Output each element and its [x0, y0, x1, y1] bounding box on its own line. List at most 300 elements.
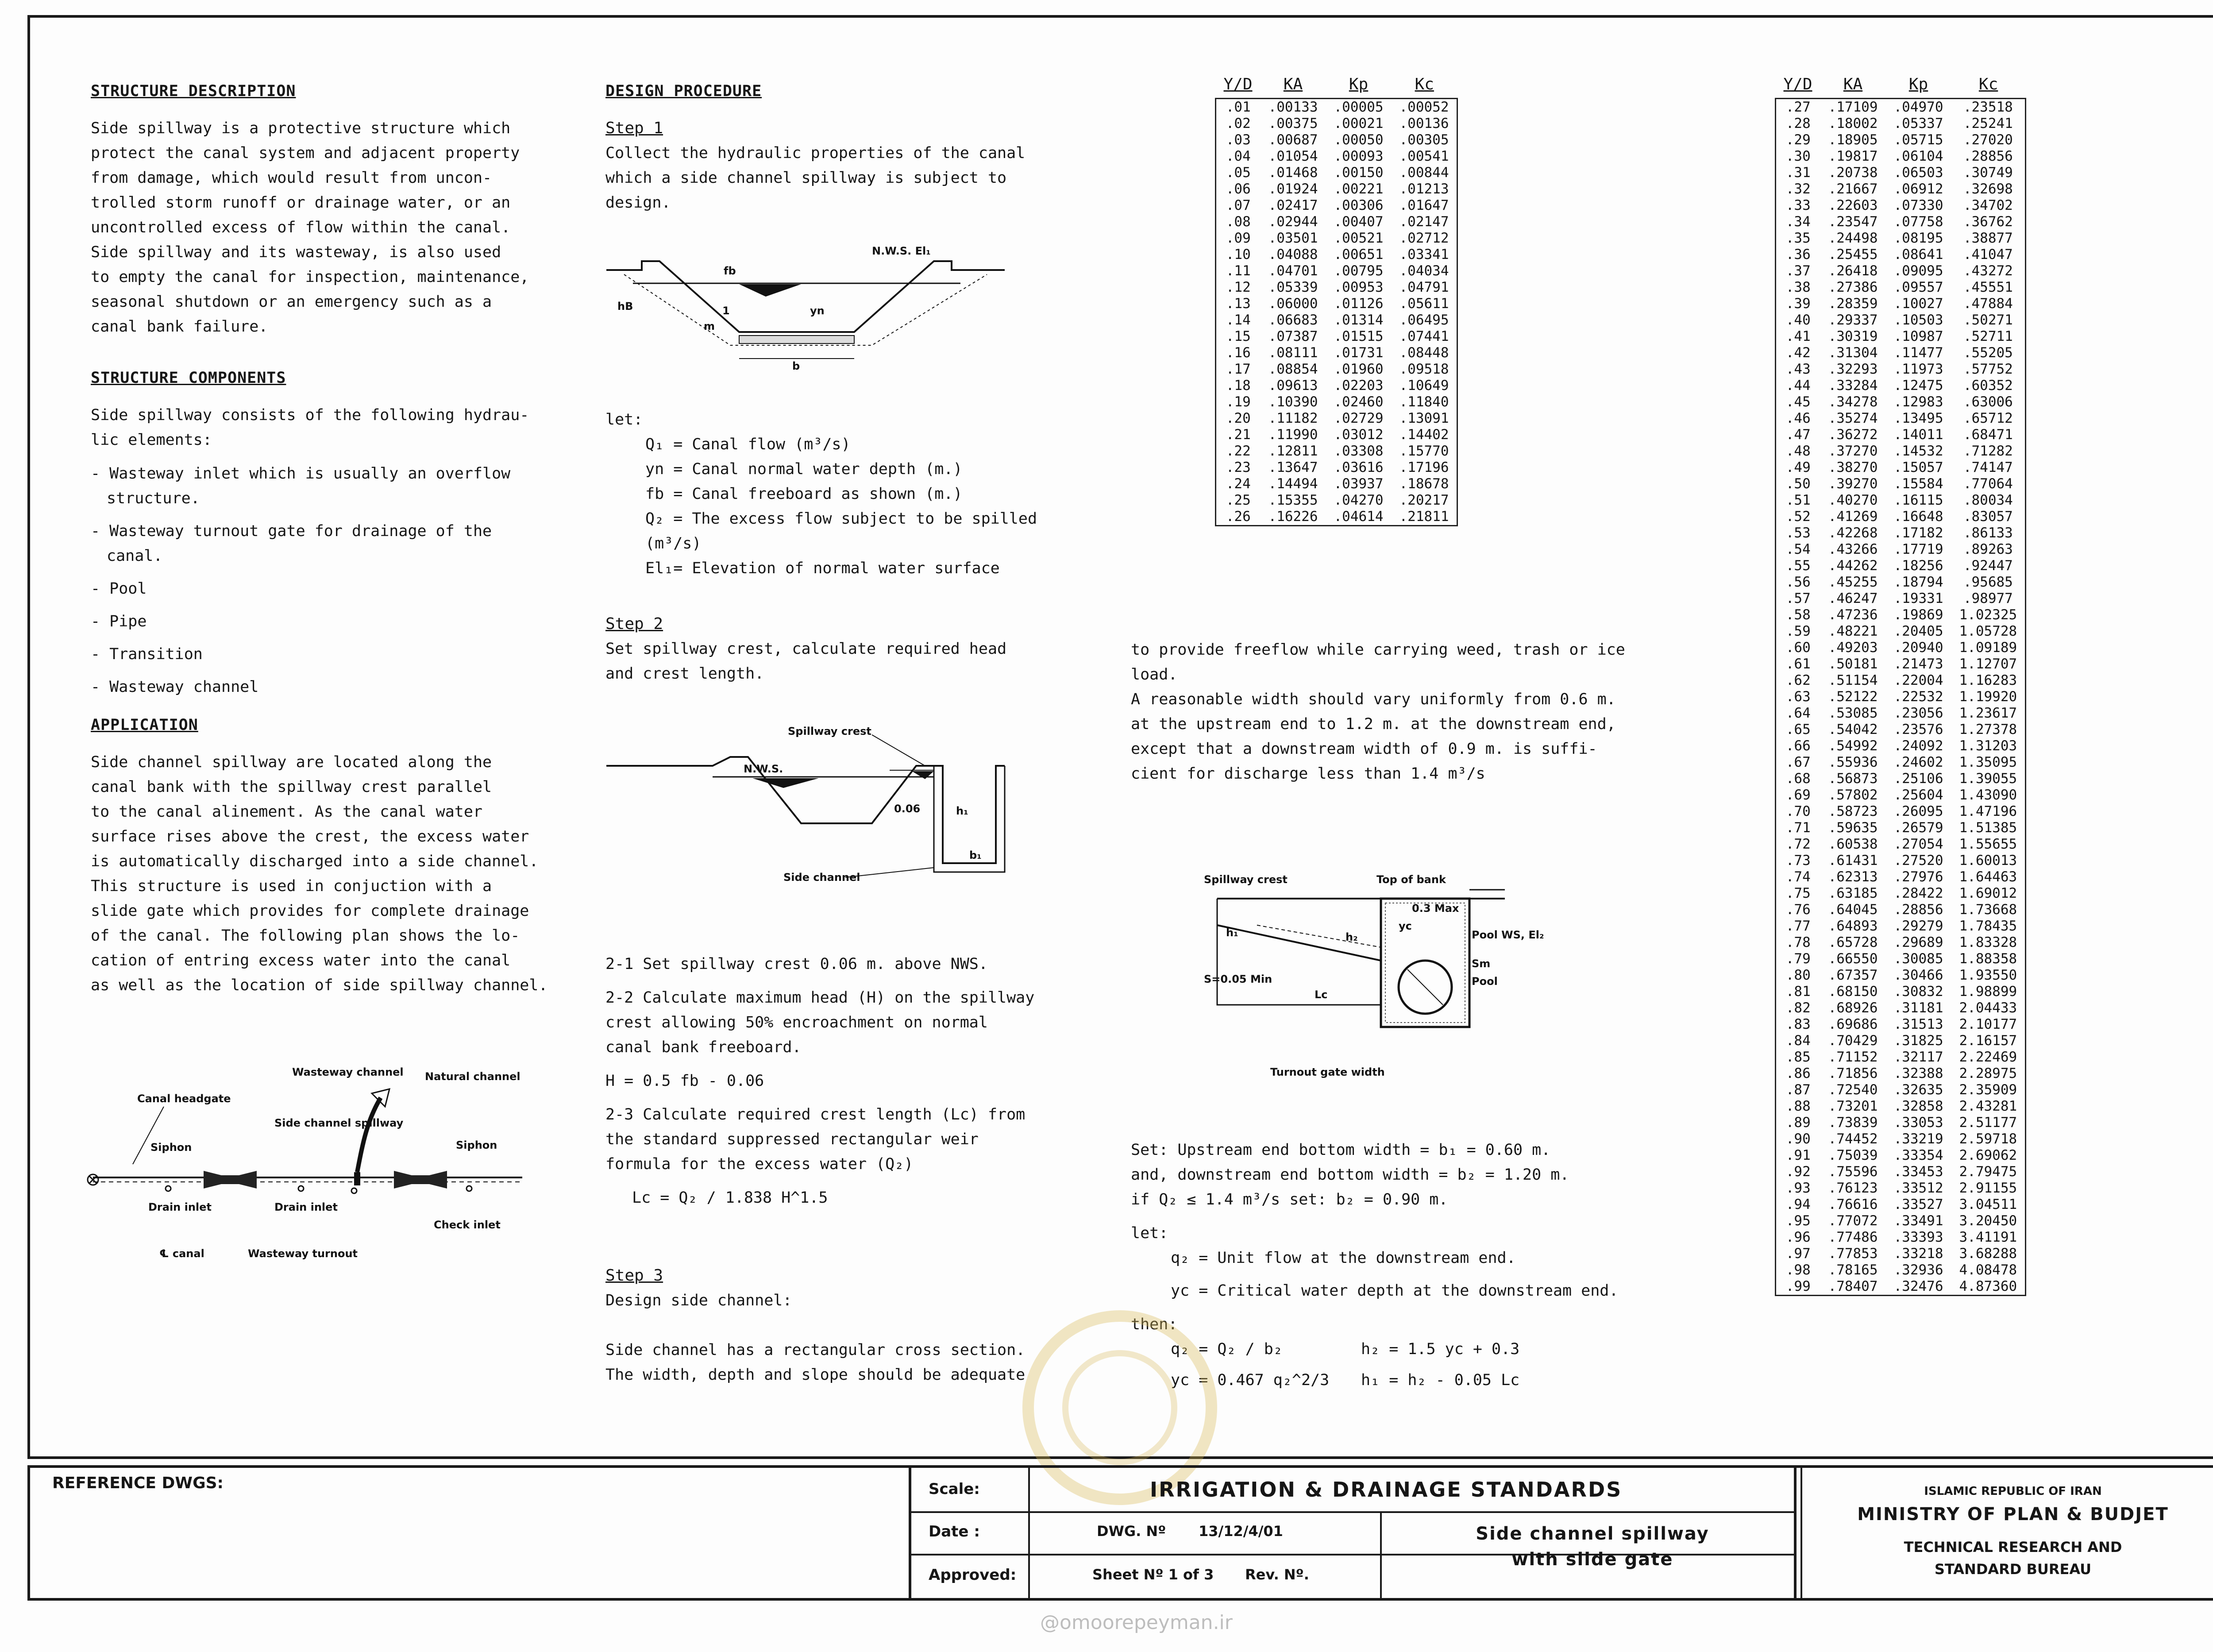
table-cell: .32858 [1893, 1098, 1943, 1114]
application-text: Side channel spillway are located along the canal bank with the spillway crest parallel to the canal alinement. As the canal water surface rises above the crest, the excess water is automatically discharged into a side channel. This structure is used in conjuction with a slide gate which provides for complete drainage of the canal. The following plan shows the lo- cation of entring excess water into the canal as well as the location of side spillway channel. [91, 753, 548, 994]
table-cell: .64893 [1828, 918, 1878, 934]
table-row [1776, 1197, 2026, 1213]
col-header-kp: Kp [1908, 75, 1928, 93]
table-cell: .54 [1785, 541, 1811, 557]
table-row [1776, 656, 2026, 672]
table-row [1776, 1164, 2026, 1180]
table-cell: .00844 [1399, 165, 1449, 181]
table-cell: 1.09189 [1959, 640, 2017, 656]
canal-plan-diagram [80, 1062, 544, 1275]
table-cell: 2.35909 [1959, 1082, 2017, 1098]
table-cell: .16115 [1893, 492, 1943, 508]
table-row [1776, 296, 2026, 312]
table-cell: .05611 [1399, 296, 1449, 312]
table-cell: .22603 [1828, 197, 1878, 213]
table-cell: .10649 [1399, 378, 1449, 394]
structure-description-heading: STRUCTURE DESCRIPTION [91, 82, 296, 100]
table-cell: .76616 [1828, 1197, 1878, 1212]
table-cell: .33512 [1893, 1180, 1943, 1196]
table-cell: .77072 [1828, 1213, 1878, 1229]
table-row [1776, 230, 2026, 247]
table-cell: 1.05728 [1959, 623, 2017, 639]
table-cell: .18 [1226, 378, 1251, 394]
table-cell: .33527 [1893, 1197, 1943, 1212]
table-cell: .19331 [1893, 591, 1943, 606]
table-cell: .68 [1785, 771, 1811, 787]
design-procedure-heading: DESIGN PROCEDURE [605, 82, 762, 100]
table-cell: .29 [1785, 132, 1811, 148]
table-cell: .13647 [1268, 459, 1318, 475]
table-row [1776, 689, 2026, 705]
table-cell: .01515 [1334, 328, 1384, 344]
table-cell: .08111 [1268, 345, 1318, 361]
table-cell: .87 [1785, 1082, 1811, 1098]
table-cell: .57 [1785, 591, 1811, 606]
table-cell: .61 [1785, 656, 1811, 672]
table-cell: .02712 [1399, 230, 1449, 246]
table-cell: .60538 [1828, 836, 1878, 852]
table-cell: .28856 [1893, 902, 1943, 918]
table-row [1216, 99, 1457, 116]
table-cell: 1.98899 [1959, 984, 2017, 1000]
table-cell: .84 [1785, 1033, 1811, 1049]
table-cell: 1.39055 [1959, 771, 2017, 787]
table-cell: .05 [1226, 165, 1251, 181]
table-cell: .57802 [1828, 787, 1878, 803]
table-cell: .77064 [1963, 476, 2013, 492]
table-cell: .89263 [1963, 541, 2013, 557]
table-cell: .32635 [1893, 1082, 1943, 1098]
table-cell: .20217 [1399, 492, 1449, 508]
table-cell: .29689 [1893, 934, 1943, 950]
table-cell: .33284 [1828, 378, 1878, 394]
table-cell: .01 [1226, 99, 1251, 115]
table-cell: 1.16283 [1959, 672, 2017, 688]
table-cell: .25604 [1893, 787, 1943, 803]
table-cell: 1.27378 [1959, 722, 2017, 737]
table-row [1216, 116, 1457, 132]
table-cell: .00133 [1268, 99, 1318, 115]
table-cell: .73201 [1828, 1098, 1878, 1114]
table-cell: .27520 [1893, 853, 1943, 868]
table-cell: .33393 [1893, 1229, 1943, 1245]
table-cell: .30 [1785, 148, 1811, 164]
table-cell: .47 [1785, 427, 1811, 443]
table-cell: .17719 [1893, 541, 1943, 557]
table-cell: .17 [1226, 361, 1251, 377]
table-cell: .18794 [1893, 574, 1943, 590]
table-cell: 1.51385 [1959, 820, 2017, 836]
org-line-3: TECHNICAL RESEARCH AND [1904, 1539, 2122, 1556]
table-cell: .28359 [1828, 296, 1878, 312]
table-cell: .33053 [1893, 1115, 1943, 1131]
table-cell: .06 [1226, 181, 1251, 197]
table-cell: .68471 [1963, 427, 2013, 443]
table-row [1776, 738, 2026, 754]
table-row [1776, 934, 2026, 951]
table-cell: .21473 [1893, 656, 1943, 672]
table-cell: 1.83328 [1959, 934, 2017, 950]
table-cell: .43266 [1828, 541, 1878, 557]
table-cell: .05715 [1893, 132, 1943, 148]
table-cell: .33453 [1893, 1164, 1943, 1180]
table-row [1776, 427, 2026, 443]
table-row [1776, 1049, 2026, 1065]
table-cell: .23576 [1893, 722, 1943, 737]
table-cell: .26095 [1893, 803, 1943, 819]
table-row [1776, 1262, 2026, 1278]
table-row [1776, 328, 2026, 345]
table-cell: 3.20450 [1959, 1213, 2017, 1229]
table-row [1776, 607, 2026, 623]
org-line-1: ISLAMIC REPUBLIC OF IRAN [1924, 1485, 2102, 1498]
table-cell: .11973 [1893, 361, 1943, 377]
table-cell: .16 [1226, 345, 1251, 361]
table-cell: .04701 [1268, 263, 1318, 279]
table-cell: .37270 [1828, 443, 1878, 459]
table-cell: 2.69062 [1959, 1147, 2017, 1163]
table-row [1776, 787, 2026, 803]
let-item: q₂ = Unit flow at the downstream end. [1171, 1249, 1516, 1267]
step-2-3: 2-3 Calculate required crest length (Lc) from the standard suppressed rectangular weir formula for the excess water (Q₂) [605, 1106, 1026, 1173]
table-row [1776, 902, 2026, 918]
table-row [1216, 181, 1457, 197]
table-cell: 1.64463 [1959, 869, 2017, 885]
table-cell: .03308 [1334, 443, 1384, 459]
table-cell: .29279 [1893, 918, 1943, 934]
table-cell: .04 [1226, 148, 1251, 164]
table-cell: 3.41191 [1959, 1229, 2017, 1245]
table-cell: .24602 [1893, 754, 1943, 770]
table-cell: .01054 [1268, 148, 1318, 164]
table-cell: .00521 [1334, 230, 1384, 246]
table-cell: .50 [1785, 476, 1811, 492]
plan-label-siphon-2: Siphon [456, 1139, 497, 1151]
table-row [1776, 345, 2026, 361]
table-cell: .67 [1785, 754, 1811, 770]
table-cell: .19869 [1893, 607, 1943, 623]
table-cell: 1.78435 [1959, 918, 2017, 934]
table-cell: .64045 [1828, 902, 1878, 918]
table-cell: .31513 [1893, 1016, 1943, 1032]
definition-item: El₁= Elevation of normal water surface [645, 560, 1000, 577]
table-row [1776, 492, 2026, 509]
table-cell: .04034 [1399, 263, 1449, 279]
table-row [1776, 99, 2026, 116]
table-cell: .15770 [1399, 443, 1449, 459]
fig1-label-fb: fb [724, 265, 736, 277]
table-cell: 2.28975 [1959, 1065, 2017, 1081]
table-cell: .01731 [1334, 345, 1384, 361]
table-cell: .40 [1785, 312, 1811, 328]
fig3-label-slope: S=0.05 Min [1204, 973, 1272, 985]
table-cell: .25 [1226, 492, 1251, 508]
table-cell: .18678 [1399, 476, 1449, 492]
table-cell: .91 [1785, 1147, 1811, 1163]
table-cell: .15057 [1893, 459, 1943, 475]
table-row [1216, 443, 1457, 459]
component-item: - Pool [91, 580, 147, 598]
reference-dwgs-label: REFERENCE DWGS: [52, 1474, 224, 1492]
table-cell: .12811 [1268, 443, 1318, 459]
table-cell: .49 [1785, 459, 1811, 475]
table-cell: .01213 [1399, 181, 1449, 197]
table-cell: .00651 [1334, 247, 1384, 262]
table-cell: .00305 [1399, 132, 1449, 148]
table-cell: .49203 [1828, 640, 1878, 656]
table-cell: .64 [1785, 705, 1811, 721]
table-cell: .75 [1785, 885, 1811, 901]
spillway-symbol [354, 1172, 360, 1185]
table-cell: .65728 [1828, 934, 1878, 950]
table-cell: 2.04433 [1959, 1000, 2017, 1016]
table-cell: .51154 [1828, 672, 1878, 688]
table-cell: .13091 [1399, 410, 1449, 426]
table-cell: .32117 [1893, 1049, 1943, 1065]
table-cell: 4.08478 [1959, 1262, 2017, 1278]
table-row [1776, 1115, 2026, 1131]
table-cell: .33219 [1893, 1131, 1943, 1147]
table-cell: .00953 [1334, 279, 1384, 295]
table-cell: .39 [1785, 296, 1811, 312]
table-row [1776, 247, 2026, 263]
table-cell: .21667 [1828, 181, 1878, 197]
table-cell: .90 [1785, 1131, 1811, 1147]
table-cell: .03937 [1334, 476, 1384, 492]
table-cell: .17109 [1828, 99, 1878, 115]
table-cell: .17182 [1893, 525, 1943, 541]
table-cell: .06683 [1268, 312, 1318, 328]
table-cell: .01468 [1268, 165, 1318, 181]
table-cell: .23 [1226, 459, 1251, 475]
table-row [1776, 476, 2026, 492]
table-cell: .71 [1785, 820, 1811, 836]
plan-label-drain-inlet: Drain inlet [148, 1201, 212, 1213]
table-cell: .07330 [1893, 197, 1943, 213]
k-table-1 [1215, 75, 1458, 526]
table-row [1776, 951, 2026, 967]
step2-calculations [605, 952, 1075, 1387]
table-row [1776, 1033, 2026, 1049]
definition-item: yn = Canal normal water depth (m.) [645, 460, 963, 478]
table-row [1776, 558, 2026, 574]
table-cell: .35274 [1828, 410, 1878, 426]
formula-h2: h₂ = 1.5 yc + 0.3 [1361, 1340, 1520, 1358]
table-cell: 2.59718 [1959, 1131, 2017, 1147]
table-cell: .97 [1785, 1246, 1811, 1262]
table-cell: 1.02325 [1959, 607, 2017, 623]
table-row [1776, 853, 2026, 869]
table-cell: .53 [1785, 525, 1811, 541]
fig1-label-nws: N.W.S. El₁ [872, 245, 931, 257]
table-cell: .30319 [1828, 328, 1878, 344]
table-row [1776, 1000, 2026, 1016]
table-cell: .04614 [1334, 509, 1384, 525]
table-cell: 2.79475 [1959, 1164, 2017, 1180]
table-cell: .32476 [1893, 1278, 1943, 1294]
table-cell: .00687 [1268, 132, 1318, 148]
step-2-1: 2-1 Set spillway crest 0.06 m. above NWS. [605, 955, 988, 973]
table-row [1776, 836, 2026, 853]
table-row [1776, 459, 2026, 476]
table-cell: .14532 [1893, 443, 1943, 459]
table-cell: .20940 [1893, 640, 1943, 656]
fig1-label-hb: hB [617, 300, 633, 313]
fig2-label-dim: 0.06 [894, 803, 921, 815]
table-cell: .75039 [1828, 1147, 1878, 1163]
table-cell: .98977 [1963, 591, 2013, 606]
col-header-kc: Kc [1415, 75, 1434, 93]
table-cell: .19817 [1828, 148, 1878, 164]
table-cell: .72 [1785, 836, 1811, 852]
table-cell: .26 [1226, 509, 1251, 525]
table-cell: .48221 [1828, 623, 1878, 639]
table-cell: .46 [1785, 410, 1811, 426]
table-cell: .20 [1226, 410, 1251, 426]
table-cell: .74 [1785, 869, 1811, 885]
table-cell: .26418 [1828, 263, 1878, 279]
table-cell: .31181 [1893, 1000, 1943, 1016]
component-item: - Wasteway inlet which is usually an overflow structure. [91, 465, 511, 507]
table-cell: .71856 [1828, 1065, 1878, 1081]
table-row [1776, 591, 2026, 607]
table-cell: .63006 [1963, 394, 2013, 410]
width-settings-text: Set: Upstream end bottom width = b₁ = 0.60 m. and, downstream end bottom width = b₂ = 1.20 m. if Q₂ ≤ 1.4 m³/s set: b₂ = 0.90 m. [1131, 1141, 1569, 1208]
table-row [1776, 803, 2026, 820]
org-line-4: STANDARD BUREAU [1934, 1561, 2092, 1578]
table-row [1776, 820, 2026, 836]
table-row [1216, 394, 1457, 410]
table-cell: .47236 [1828, 607, 1878, 623]
structure-components-heading: STRUCTURE COMPONENTS [91, 369, 286, 387]
table-cell: .24092 [1893, 738, 1943, 754]
table-row [1776, 410, 2026, 427]
table-row [1776, 361, 2026, 378]
table-cell: .44262 [1828, 558, 1878, 574]
table-cell: .53085 [1828, 705, 1878, 721]
pool-box [1381, 899, 1469, 1027]
table-cell: .34702 [1963, 197, 2013, 213]
table-cell: 2.91155 [1959, 1180, 2017, 1196]
table-row [1776, 181, 2026, 197]
table-cell: .00306 [1334, 197, 1384, 213]
table-row [1776, 1098, 2026, 1115]
table-cell: .17196 [1399, 459, 1449, 475]
table-cell: .45551 [1963, 279, 2013, 295]
fig3-label-crest: Spillway crest [1204, 873, 1288, 886]
then-label: then: [1131, 1316, 1178, 1333]
table-cell: 1.69012 [1959, 885, 2017, 901]
table-cell: .23518 [1963, 99, 2013, 115]
table-row [1776, 214, 2026, 230]
table-cell: .52711 [1963, 328, 2013, 344]
table-cell: .73 [1785, 853, 1811, 868]
formula-critical-depth: yc = 0.467 q₂^2/3 [1171, 1371, 1330, 1389]
table-cell: 1.43090 [1959, 787, 2017, 803]
table-cell: .51 [1785, 492, 1811, 508]
definitions-block [605, 407, 1070, 686]
table-cell: 2.10177 [1959, 1016, 2017, 1032]
canal-profile [606, 261, 1005, 332]
table-cell: .03341 [1399, 247, 1449, 262]
table-cell: .20405 [1893, 623, 1943, 639]
table-row [1776, 754, 2026, 771]
table-cell: .12475 [1893, 378, 1943, 394]
table-row [1216, 279, 1457, 296]
table-row [1776, 279, 2026, 296]
date-label: Date : [929, 1523, 980, 1540]
table-cell: .23056 [1893, 705, 1943, 721]
spillway-crest-diagram [606, 717, 1049, 894]
table-cell: .43 [1785, 361, 1811, 377]
table-cell: .26579 [1893, 820, 1943, 836]
step-2-2: 2-2 Calculate maximum head (H) on the spillway crest allowing 50% encroachment on normal canal bank freeboard. [605, 989, 1035, 1056]
table-row [1776, 1213, 2026, 1229]
table-row [1216, 328, 1457, 345]
fig3-label-h2: h₂ [1346, 931, 1358, 943]
table-cell: .09095 [1893, 263, 1943, 279]
table-cell: 1.93550 [1959, 967, 2017, 983]
table-row [1216, 247, 1457, 263]
table-row [1776, 722, 2026, 738]
plan-label-siphon: Siphon [150, 1141, 192, 1154]
table-cell: .09 [1226, 230, 1251, 246]
table-cell: 3.68288 [1959, 1246, 2017, 1262]
table-cell: .00050 [1334, 132, 1384, 148]
fig1-label-b: b [792, 360, 800, 372]
fig1-label-one: 1 [722, 305, 730, 317]
fig3-label-h1: h₁ [1226, 926, 1238, 939]
table-cell: .46247 [1828, 591, 1878, 606]
plan-label-wasteway-channel: Wasteway channel [292, 1066, 404, 1078]
dwg-no-value: 13/12/4/01 [1199, 1523, 1283, 1540]
component-item: - Transition [91, 645, 203, 663]
table-cell: .74452 [1828, 1131, 1878, 1147]
table-cell: .04270 [1334, 492, 1384, 508]
table-row [1216, 263, 1457, 279]
table-cell: .10503 [1893, 312, 1943, 328]
fig2-label-h1: h₁ [956, 805, 968, 817]
table-cell: .45 [1785, 394, 1811, 410]
table-cell: .58723 [1828, 803, 1878, 819]
table-row [1776, 1229, 2026, 1246]
table-cell: .65712 [1963, 410, 2013, 426]
table-cell: .08854 [1268, 361, 1318, 377]
definition-item: Q₂ = The excess flow subject to be spilled (m³/s) [645, 510, 1037, 552]
table-cell: .67357 [1828, 967, 1878, 983]
table-cell: .54992 [1828, 738, 1878, 754]
table-cell: .20738 [1828, 165, 1878, 181]
table-cell: .01314 [1334, 312, 1384, 328]
table-cell: .04791 [1399, 279, 1449, 295]
table-row [1216, 197, 1457, 214]
table-cell: .73839 [1828, 1115, 1878, 1131]
table-row [1776, 918, 2026, 934]
table-cell: .09557 [1893, 279, 1943, 295]
table-cell: .93 [1785, 1180, 1811, 1196]
table-cell: .81 [1785, 984, 1811, 1000]
table-cell: .54042 [1828, 722, 1878, 737]
table-row [1776, 263, 2026, 279]
table-cell: .06000 [1268, 296, 1318, 312]
table-cell: .25455 [1828, 247, 1878, 262]
table-cell: .85 [1785, 1049, 1811, 1065]
table-cell: .76123 [1828, 1180, 1878, 1196]
table-cell: .33354 [1893, 1147, 1943, 1163]
table-cell: .02417 [1268, 197, 1318, 213]
table-cell: .22 [1226, 443, 1251, 459]
let-label: let: [1131, 1224, 1168, 1242]
